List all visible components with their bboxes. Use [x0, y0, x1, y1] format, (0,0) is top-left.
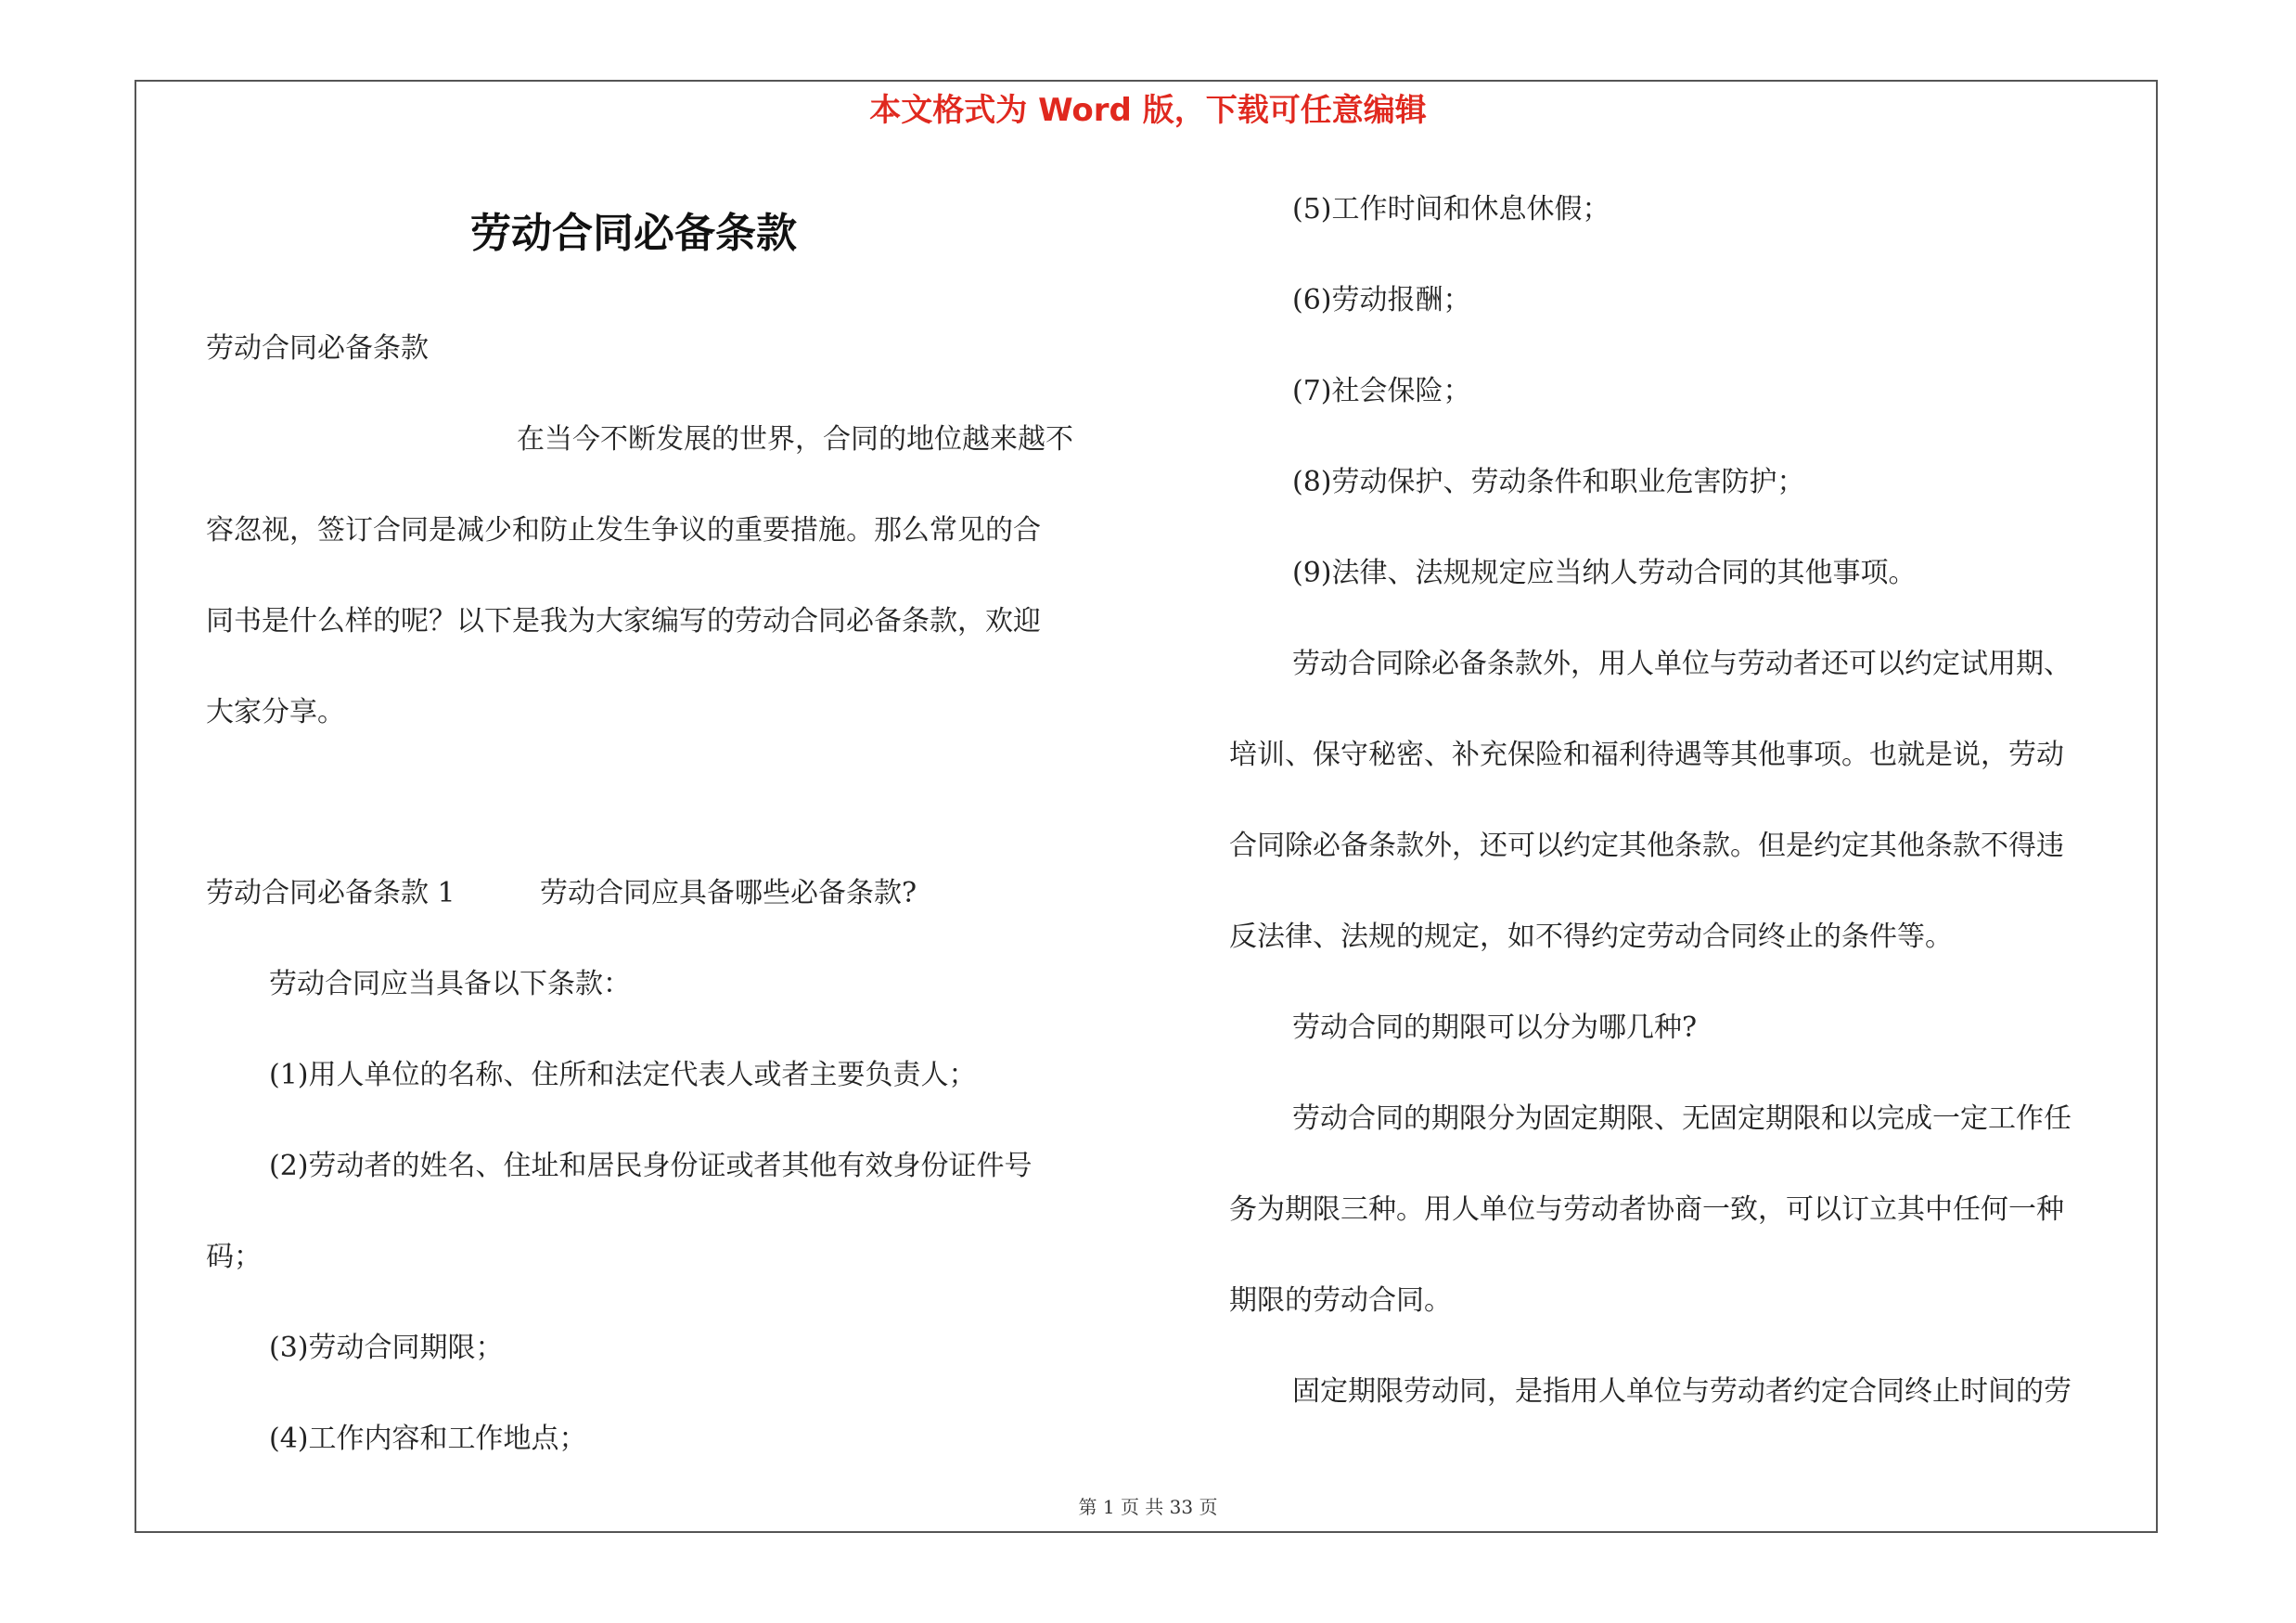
clause-5: (5)工作时间和休息休假； [1292, 193, 1610, 225]
intro-line-3: 同书是什么样的呢？以下是我为大家编写的劳动合同必备条款，欢迎 [206, 605, 1041, 638]
clause-4: (4)工作内容和工作地点； [269, 1423, 587, 1455]
intro-line-2: 容忽视，签订合同是减少和防止发生争议的重要措施。那么常见的合 [206, 514, 1041, 547]
term-answer-line-2: 务为期限三种。用人单位与劳动者协商一致，可以订立其中任何一种 [1229, 1193, 2064, 1226]
clauses-intro: 劳动合同应当具备以下条款： [269, 968, 631, 1000]
editable-notice-banner: 本文格式为 Word 版，下载可任意编辑 [869, 92, 1427, 129]
other-terms-line-3: 合同除必备条款外，还可以约定其他条款。但是约定其他条款不得违 [1229, 830, 2064, 862]
term-answer-line-3: 期限的劳动合同。 [1229, 1284, 1452, 1317]
footer-total-pages: 33 [1169, 1496, 1194, 1518]
footer-prefix: 第 [1078, 1496, 1097, 1518]
clause-8: (8)劳动保护、劳动条件和职业危害防护； [1292, 466, 1805, 498]
clause-3: (3)劳动合同期限； [269, 1332, 504, 1364]
clause-6: (6)劳动报酬； [1292, 284, 1471, 316]
clause-2-line-1: (2)劳动者的姓名、住址和居民身份证或者其他有效身份证件号 [269, 1150, 1033, 1182]
clause-2-line-2: 码； [206, 1241, 262, 1273]
footer-middle: 页 共 [1120, 1496, 1164, 1518]
clause-7: (7)社会保险； [1292, 375, 1471, 407]
clause-9: (9)法律、法规规定应当纳人劳动合同的其他事项。 [1292, 557, 1917, 589]
other-terms-line-4: 反法律、法规的规定，如不得约定劳动合同终止的条件等。 [1229, 921, 1953, 953]
term-question: 劳动合同的期限可以分为哪几种? [1292, 1011, 1698, 1044]
other-terms-line-2: 培训、保守秘密、补充保险和福利待遇等其他事项。也就是说，劳动 [1229, 739, 2064, 771]
section-question: 劳动合同应具备哪些必备条款? [540, 877, 917, 909]
document-title: 劳动合同必备条款 [470, 210, 797, 257]
clause-1: (1)用人单位的名称、住所和法定代表人或者主要负责人； [269, 1059, 977, 1091]
other-terms-line-1: 劳动合同除必备条款外，用人单位与劳动者还可以约定试用期、 [1292, 648, 2072, 680]
intro-line-1: 在当今不断发展的世界，合同的地位越来越不 [517, 423, 1073, 456]
footer-page-number: 1 [1102, 1496, 1115, 1518]
fixed-term-line-1: 固定期限劳动同，是指用人单位与劳动者约定合同终止时间的劳 [1292, 1375, 2072, 1408]
page-footer [0, 1494, 2296, 1520]
footer-suffix: 页 [1199, 1496, 1218, 1518]
term-answer-line-1: 劳动合同的期限分为固定期限、无固定期限和以完成一定工作任 [1292, 1102, 2072, 1135]
subtitle-line: 劳动合同必备条款 [206, 332, 429, 365]
page-frame [135, 80, 2158, 1533]
intro-line-4: 大家分享。 [206, 696, 345, 728]
section-heading: 劳动合同必备条款 1 [206, 877, 455, 909]
